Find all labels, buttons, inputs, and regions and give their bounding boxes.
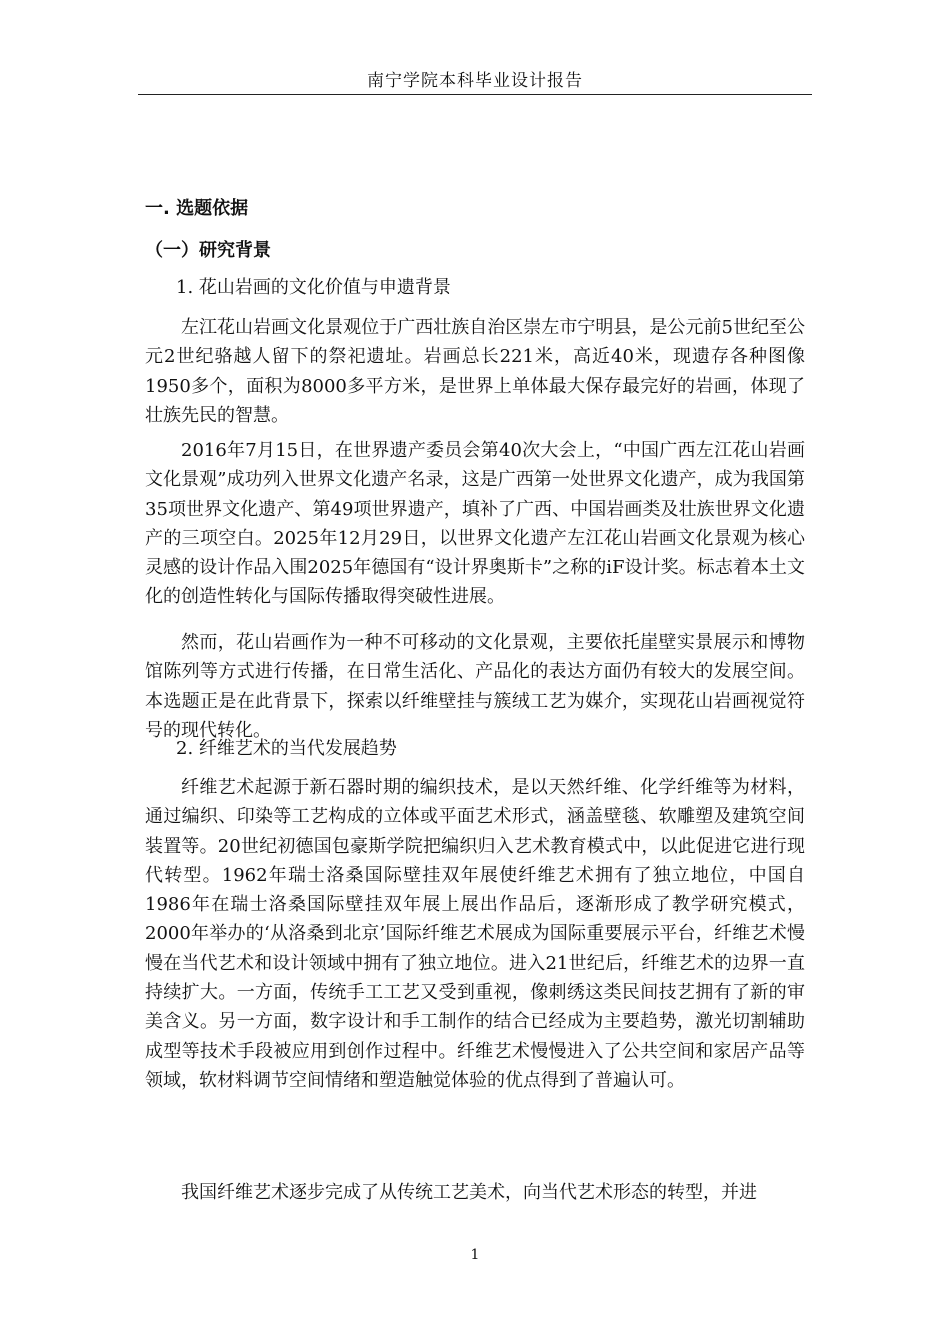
paragraph-2-2: 我国纤维艺术逐步完成了从传统工艺美术，向当代艺术形态的转型，并进 [181,1182,757,1203]
paragraph-1-1: 左江花山岩画文化景观位于广西壮族自治区崇左市宁明县，是公元前5世纪至公元2世纪骆越人留下的祭祀遗址。岩画总长221米，高近40米，现遗存各种图像1950多个，面积为8000多平方米，是世界上单体最大保存最完好的岩画，体现了壮族先民的智慧。 [145,317,805,426]
part-1-title: 1. 花山岩画的文化价值与申遗背景 [176,277,451,298]
paragraph-1-3: 然而，花山岩画作为一种不可移动的文化景观，主要依托崖壁实景展示和博物馆陈列等方式进行传播，在日常生活化、产品化的表达方面仍有较大的发展空间。本选题正是在此背景下，探索以纤维壁挂与簇绒工艺为媒介，实现花山岩画视觉符号的现代转化。 [145,632,805,741]
section-heading: 一. 选题依据 [145,198,249,219]
running-header: 南宁学院本科毕业设计报告 [367,71,583,91]
header-divider [138,94,812,95]
paragraph-2-1: 纤维艺术起源于新石器时期的编织技术，是以天然纤维、化学纤维等为材料，通过编织、印染等工艺构成的立体或平面艺术形式，涵盖壁毯、软雕塑及建筑空间装置等。20世纪初德国包豪斯学院把编织归入艺术教育模式中，以此促进它进行现代转型。1962年瑞士洛桑国际壁挂双年展使纤维艺术拥有了独立地位，中国自1986年在瑞士洛桑国际壁挂双年展上展出作品后，逐渐形成了教学研究模式，2000年举办的‘从洛桑到北京’国际纤维艺术展成为国际重要展示平台，纤维艺术慢慢在当代艺术和设计领域中拥有了独立地位。进入21世纪后，纤维艺术的边界一直持续扩大。一方面，传统手工工艺又受到重视，像刺绣这类民间技艺拥有了新的审美含义。另一方面，数字设计和手工制作的结合已经成为主要趋势，激光切割辅助成型等技术手段被应用到创作过程中。纤维艺术慢慢进入了公共空间和家居产品等领域，软材料调节空间情绪和塑造触觉体验的优点得到了普遍认可。 [145,777,805,1091]
paragraph-1-2: 2016年7月15日，在世界遗产委员会第40次大会上，“中国广西左江花山岩画文化景观”成功列入世界文化遗产名录，这是广西第一处世界文化遗产，成为我国第35项世界文化遗产、第49项世界遗产，填补了广西、中国岩画类及壮族世界文化遗产的三项空白。2025年12月29日，以世界文化遗产左江花山岩画文化景观为核心灵感的设计作品入围2025年德国有“设计界奥斯卡”之称的iF设计奖。标志着本土文化的创造性转化与国际传播取得突破性进展。 [145,440,805,608]
subsection-heading: （一）研究背景 [145,240,271,261]
page-number: 1 [470,1247,480,1263]
part-2-title: 2. 纤维艺术的当代发展趋势 [176,738,397,759]
